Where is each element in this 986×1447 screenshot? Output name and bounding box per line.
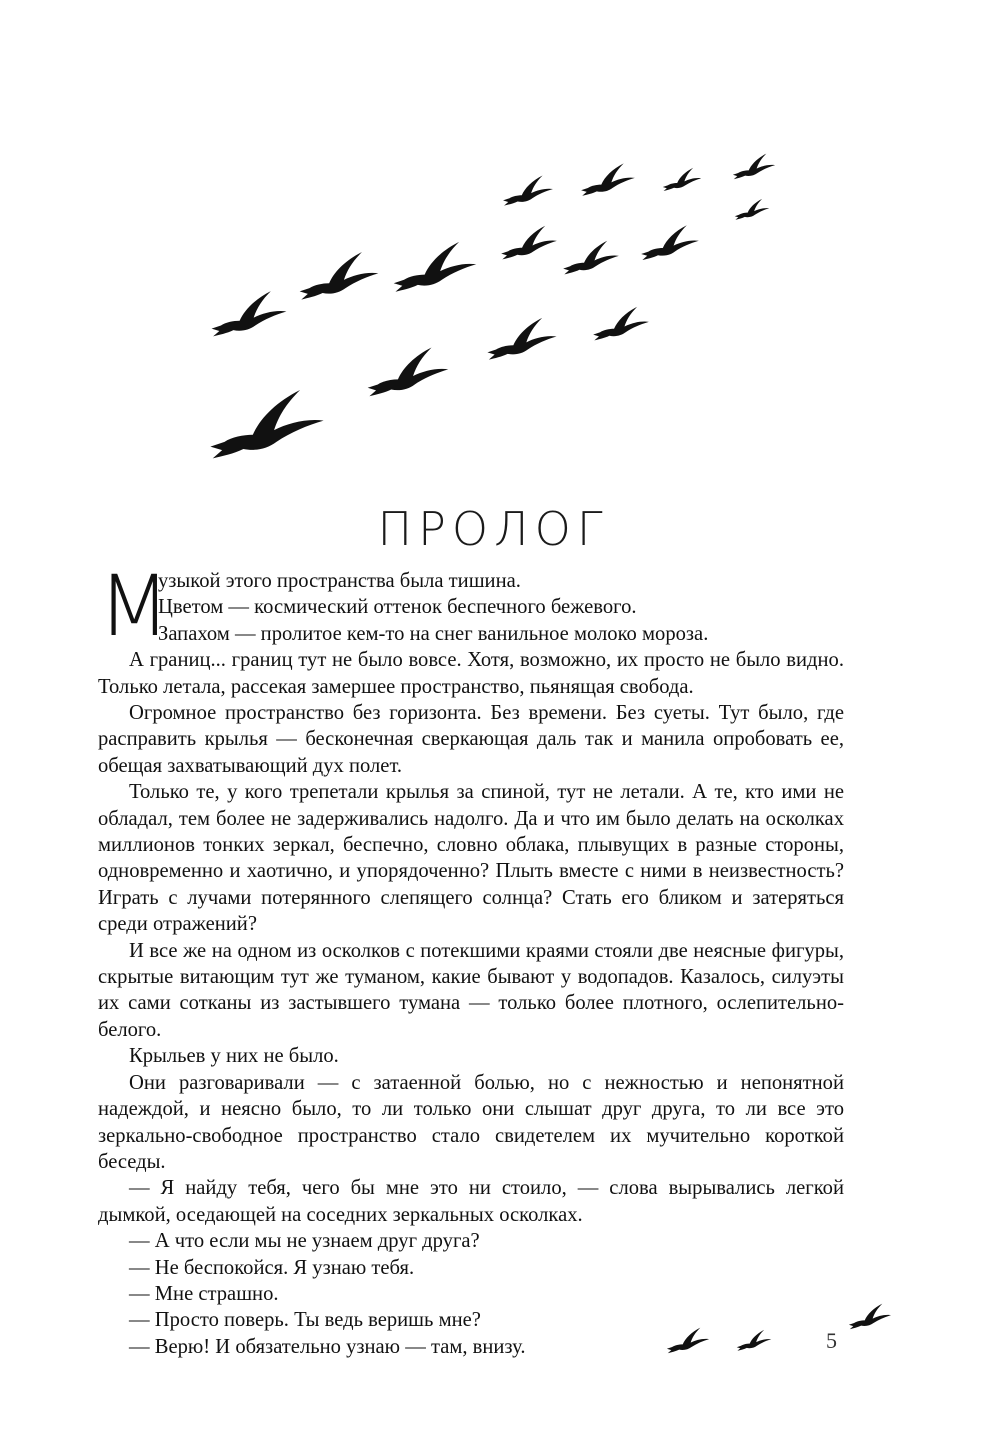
swallow-icon bbox=[392, 236, 478, 296]
dialogue-line: — Верю! И обязательно узнаю — там, внизу. bbox=[129, 1335, 526, 1358]
paragraph: Крыльев у них не было. bbox=[129, 1045, 339, 1068]
dialogue-line: — Не беспокойся. Я узнаю тебя. bbox=[129, 1256, 415, 1279]
page-number: 5 bbox=[826, 1328, 837, 1353]
swallow-icon bbox=[640, 220, 700, 264]
paragraph: А границ... границ тут не было вовсе. Хотя, возможно, их просто не было видно. Только летала, рассекая замершее пространство, пьянящая свобода. bbox=[98, 649, 844, 698]
swallow-icon bbox=[592, 302, 650, 344]
swallow-icon bbox=[500, 222, 558, 262]
paragraph: Они разговаривали — с затаенной болью, но с нежностью и непонятной надеждой, и неясно было, то ли только они слышат друг друга, то ли все это зеркально-свободное пространство стало свидетелем их мучительно короткой беседы. bbox=[98, 1071, 844, 1173]
swallow-icon bbox=[208, 382, 326, 464]
opening-line: Цветом — космический оттенок беспечного бежевого. bbox=[158, 596, 637, 619]
swallow-icon bbox=[662, 164, 702, 194]
opening-block bbox=[98, 557, 844, 655]
dialogue-line: — Просто поверь. Ты ведь веришь мне? bbox=[129, 1309, 481, 1332]
swallow-icon bbox=[298, 246, 380, 304]
opening-line: Запахом — пролитое кем-то на снег ванильное молоко мороза. bbox=[158, 622, 709, 645]
dialogue-line: — Мне страшно. bbox=[129, 1282, 279, 1305]
paragraph: — Я найду тебя, чего бы мне это ни стоило, — слова вырывались легкой дымкой, оседающей на соседних зеркальных осколках. bbox=[98, 1177, 844, 1226]
paragraph: И все же на одном из осколков с потекшими краями стояли две неясные фигуры, скрытые витающим тут же туманом, какие бывают у водопадов. Казалось, силуэты их сами сотканы из застывшего тумана — только более плотного, ослепительно-белого. bbox=[98, 939, 844, 1041]
paragraph: Только те, у кого трепетали крылья за спиной, тут не летали. А те, кто ими не обладал, тем более не задерживались надолго. Да и что им было делать на осколках миллионов тонких зеркал, беспечно, словно облака, плывущих в разные стороны, одновременно и хаотично, и упорядоченно? Плыть вместе с ними в неизвестность? Играть с лучами потерянного слепящего солнца? Стать его бликом и затеряться среди отражений? bbox=[98, 781, 844, 936]
swallow-icon bbox=[580, 160, 636, 198]
swallow-icon bbox=[734, 196, 770, 222]
chapter-text bbox=[98, 557, 844, 1360]
dialogue-line: — А что если мы не узнаем друг друга? bbox=[129, 1230, 480, 1253]
drop-cap: М bbox=[98, 557, 171, 655]
swallow-icon bbox=[486, 312, 558, 364]
paragraph: Огромное пространство без горизонта. Без времени. Без суеты. Тут было, где расправить крылья — бесконечная сверкающая даль так и манила опробовать ее, обещая захватывающий дух полет. bbox=[98, 702, 844, 777]
swallow-icon bbox=[848, 1300, 892, 1332]
chapter-title: ПРОЛОГ bbox=[377, 502, 609, 556]
swallow-icon bbox=[562, 236, 620, 278]
opening-lines bbox=[158, 568, 844, 647]
swallow-icon bbox=[736, 1326, 772, 1354]
swallow-icon bbox=[210, 286, 288, 340]
swallow-icon bbox=[502, 172, 554, 208]
swallow-icon bbox=[666, 1324, 710, 1356]
opening-line: узыкой этого пространства была тишина. bbox=[158, 570, 521, 592]
swallow-icon bbox=[366, 342, 450, 400]
swallow-icon bbox=[732, 150, 776, 182]
